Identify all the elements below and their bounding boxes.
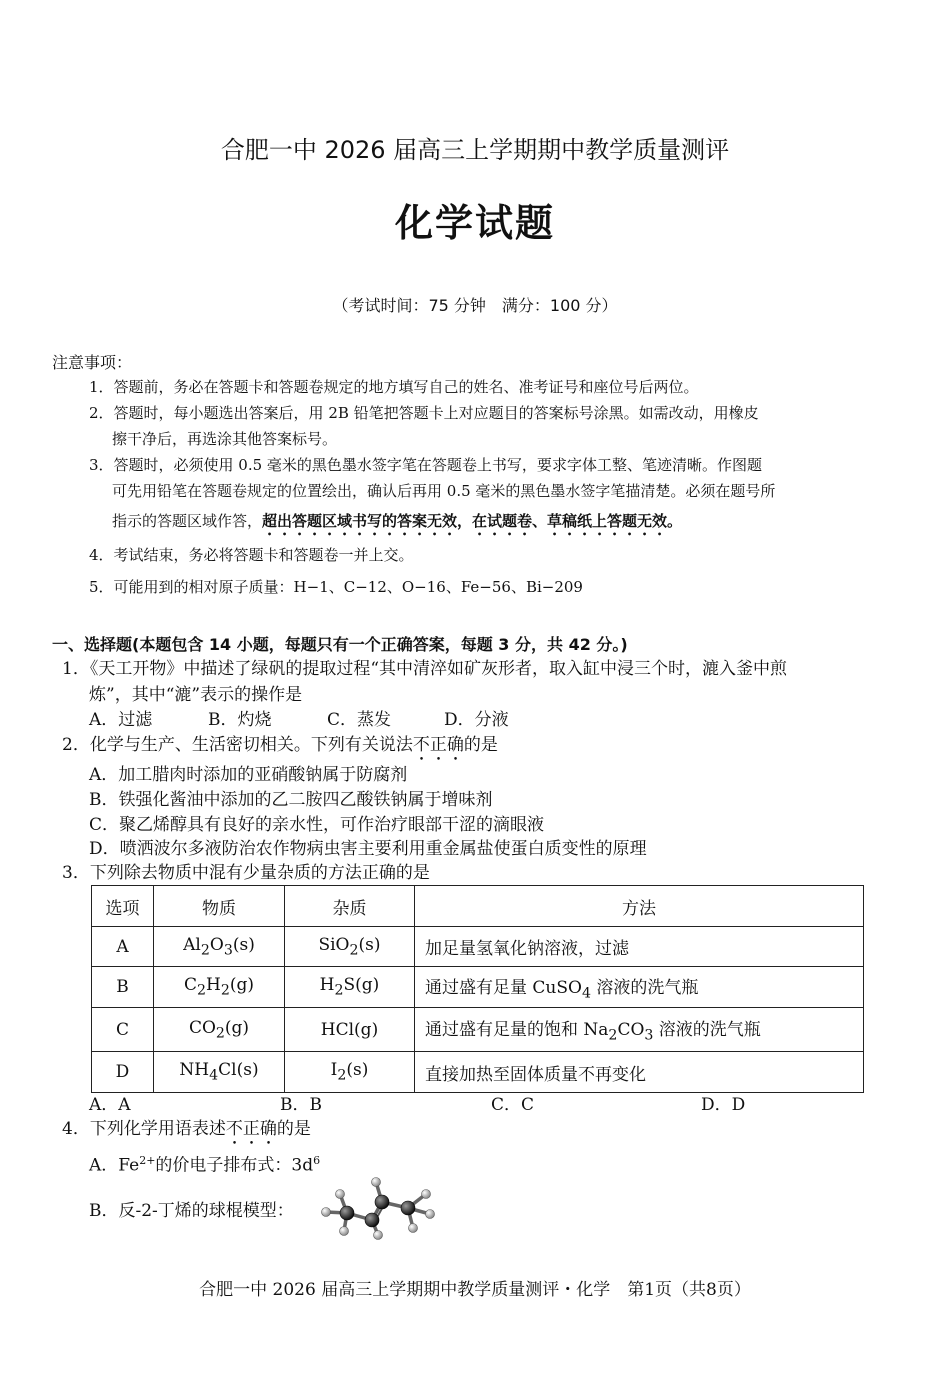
table-header-impurity: 杂质 xyxy=(285,886,415,927)
question-3-option-a: A．A xyxy=(89,1095,131,1115)
notice-item-4: 4．考试结束，务必将答题卡和答题卷一并上交。 xyxy=(89,546,414,564)
table-row xyxy=(92,927,864,967)
table-cell-impurity: SiO$_2$(s) xyxy=(285,927,415,967)
table-cell-impurity: HCl(g) xyxy=(285,1008,415,1052)
notice-heading: 注意事项： xyxy=(52,353,133,372)
table-cell-method: 通过盛有足量 CuSO$_4$ 溶液的洗气瓶 xyxy=(415,967,864,1008)
table-cell-substance: $C_2H_2(g)$ xyxy=(154,967,285,1008)
question-4-option-b: B．反-2-丁烯的球棍模型： xyxy=(89,1201,294,1221)
notice-item-2: 2．答题时，每小题选出答案后，用 2B 铅笔把答题卡上对应题目的答案标号涂黑。如需改动，用橡皮 xyxy=(89,404,759,422)
trans-2-butene-ball-stick-model xyxy=(318,1170,440,1240)
table-cell-substance: $NH_4Cl(s)$ xyxy=(154,1052,285,1093)
notice-item-5: 5．可能用到的相对原子质量：H−1、C−12、O−16、Fe−56、Bi−209 xyxy=(89,578,583,596)
table-cell-method: 通过盛有足量的饱和 $Na_2CO_3$ 溶液的洗气瓶 xyxy=(415,1008,864,1052)
page-title: 化学试题 xyxy=(394,201,555,245)
question-3-stem: 3．下列除去物质中混有少量杂质的方法正确的是 xyxy=(62,863,430,883)
question-2-option-d: D．喷洒波尔多液防治农作物病虫害主要利用重金属盐使蛋白质变性的原理 xyxy=(89,839,647,859)
table-cell-impurity: $I_2(s)$ xyxy=(285,1052,415,1093)
table-header-option: 选项 xyxy=(92,886,154,927)
table-row xyxy=(92,1052,864,1093)
question-4-stem-emphasis: 不正确 xyxy=(225,1119,277,1139)
section-heading: 一、选择题(本题包含 14 小题，每题只有一个正确答案，每题 3 分，共 42 分。) xyxy=(52,635,628,654)
question-1-option-b: B．灼烧 xyxy=(208,710,272,730)
question-2-stem-emphasis: 不正确 xyxy=(412,735,464,755)
question-2-option-a: A．加工腊肉时添加的亚硝酸钠属于防腐剂 xyxy=(89,765,408,785)
table-header-row xyxy=(92,886,864,927)
question-1-option-a: A．过滤 xyxy=(89,710,153,730)
question-1-option-c: C．蒸发 xyxy=(327,710,392,730)
notice-item-3: 3．答题时，必须使用 0.5 毫米的黑色墨水签字笔在答题卷上书写，要求字体工整、笔迹清晰。作图题 xyxy=(89,456,762,474)
table-cell-method: 直接加热至固体质量不再变化 xyxy=(415,1052,864,1093)
question-3-option-c: C．C xyxy=(491,1095,535,1115)
table-cell-option: C xyxy=(92,1008,154,1052)
table-cell-substance: $Al_2O_3(s)$ xyxy=(154,927,285,967)
notice-item-3-cont: 可先用铅笔在答题卷规定的位置绘出，确认后再用 0.5 毫米的黑色墨水签字笔描清楚。必须在题号所 xyxy=(112,482,776,500)
question-4-stem-prefix: 4．下列化学用语表述 xyxy=(62,1119,226,1139)
question-2-stem-suffix: 的是 xyxy=(463,735,498,755)
question-2-option-b: B．铁强化酱油中添加的乙二胺四乙酸铁钠属于增味剂 xyxy=(89,790,493,810)
question-2-stem xyxy=(62,733,498,765)
question-3-option-d: D．D xyxy=(701,1095,746,1115)
table-cell-method: 加足量氢氧化钠溶液，过滤 xyxy=(415,927,864,967)
question-1-stem: 1．《天工开物》中描述了绿矾的提取过程“其中清淬如矿灰形者，取入缸中浸三个时，漉入釜中煎 xyxy=(62,659,788,679)
table-header-method: 方法 xyxy=(415,886,864,927)
table-cell-substance: $CO_2(g)$ xyxy=(154,1008,285,1052)
notice-item-3-emphasis: 超出答题区域书写的答案无效，在试题卷、草稿纸上答题无效。 xyxy=(262,512,683,530)
table-cell-option: A xyxy=(92,927,154,967)
question-4-stem-suffix: 的是 xyxy=(276,1119,311,1139)
question-3-option-b: B．B xyxy=(280,1095,322,1115)
table-row xyxy=(92,1008,864,1052)
question-2-option-c: C．聚乙烯醇具有良好的亲水性，可作治疗眼部干涩的滴眼液 xyxy=(89,815,545,835)
table-cell-impurity: $H_2S(g)$ xyxy=(285,967,415,1008)
page-footer: 合肥一中 2026 届高三上学期期中教学质量测评・化学 第1页（共8页） xyxy=(199,1280,751,1300)
notice-item-3-cont2 xyxy=(112,508,682,539)
table-cell-option: B xyxy=(92,967,154,1008)
table-cell-option: D xyxy=(92,1052,154,1093)
table-header-substance: 物质 xyxy=(154,886,285,927)
notice-item-3-prefix: 指示的答题区域作答， xyxy=(112,512,263,530)
question-1-option-d: D．分液 xyxy=(444,710,509,730)
table-row xyxy=(92,967,864,1008)
question-2-stem-prefix: 2．化学与生产、生活密切相关。下列有关说法 xyxy=(62,735,413,755)
exam-info: （考试时间：75 分钟 满分：100 分） xyxy=(332,296,618,315)
question-1-stem-cont: 炼”，其中“漉”表示的操作是 xyxy=(89,685,303,705)
question-3-table xyxy=(91,885,864,1093)
question-4-stem xyxy=(62,1117,311,1149)
notice-item-1: 1．答题前，务必在答题卡和答题卷规定的地方填写自己的姓名、准考证号和座位号后两位。 xyxy=(89,378,699,396)
notice-item-2-cont: 擦干净后，再选涂其他答案标号。 xyxy=(112,430,338,448)
exam-series-title: 合肥一中 2026 届高三上学期期中教学质量测评 xyxy=(220,136,730,164)
question-4-option-a: A．$Fe^{2+}$的价电子排布式：$3d^6$ xyxy=(89,1154,321,1176)
